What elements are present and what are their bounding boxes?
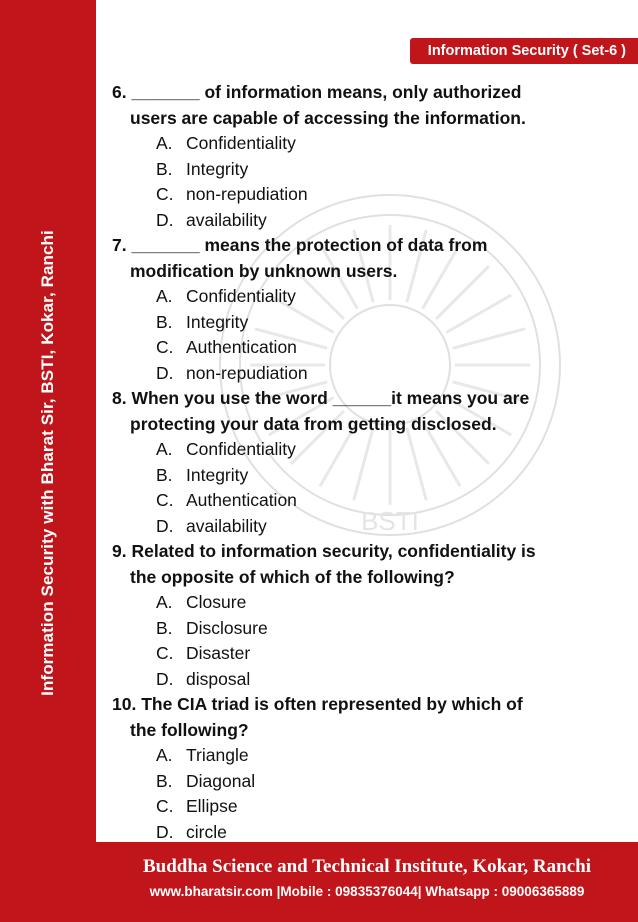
option-list [112, 437, 622, 539]
option-letter: A. [156, 286, 173, 306]
option-text: Ellipse [186, 796, 238, 816]
option-item [112, 794, 622, 820]
question-block [112, 80, 622, 233]
option-letter: B. [156, 311, 173, 332]
option-letter: D. [156, 362, 174, 383]
option-item [112, 284, 622, 310]
question-list [112, 80, 622, 845]
question-text [112, 386, 622, 437]
question-line: modification by unknown users. [130, 260, 398, 281]
option-letter: B. [156, 617, 173, 638]
option-item [112, 616, 622, 642]
option-item [112, 514, 622, 540]
option-text: Integrity [186, 158, 249, 179]
question-text [112, 539, 622, 590]
option-text: disposal [186, 668, 251, 689]
question-line: 10. The CIA triad is often represented by which of [112, 694, 523, 714]
institute-name: Buddha Science and Technical Institute, Kokar, Ranchi [142, 856, 591, 877]
option-letter: C. [156, 184, 174, 204]
option-text: Disaster [186, 643, 251, 663]
option-item [112, 769, 622, 795]
question-line: users are capable of accessing the information. [130, 107, 526, 128]
contact-line: www.bharatsir.com |Mobile : 09835376044| Whatsapp : 09006365889 [149, 884, 585, 899]
option-letter: B. [156, 158, 173, 179]
question-text [112, 80, 622, 131]
option-letter: B. [156, 770, 173, 791]
question-block [112, 386, 622, 539]
option-item [112, 590, 622, 616]
option-text: Authentication [186, 490, 297, 510]
option-text: Authentication [186, 337, 297, 357]
option-item [112, 182, 622, 208]
option-item [112, 641, 622, 667]
option-letter: D. [156, 821, 174, 842]
option-letter: A. [156, 592, 173, 612]
option-item [112, 667, 622, 693]
question-line: 8. When you use the word ______it means you are [112, 388, 530, 408]
option-text: availability [186, 209, 267, 230]
question-block [112, 539, 622, 692]
question-line: the following? [130, 719, 249, 740]
option-text: Confidentiality [186, 133, 296, 153]
option-item [112, 361, 622, 387]
footer-banner [96, 842, 638, 922]
watermark-text: BSTI [361, 506, 419, 536]
option-letter: C. [156, 490, 174, 510]
question-block [112, 692, 622, 845]
option-list [112, 590, 622, 692]
option-letter: C. [156, 643, 174, 663]
option-item [112, 335, 622, 361]
question-line: 6. _______ of information means, only authorized [112, 82, 522, 102]
option-letter: B. [156, 464, 173, 485]
option-letter: C. [156, 337, 174, 357]
option-list [112, 743, 622, 845]
option-letter: D. [156, 209, 174, 230]
option-text: non-repudiation [186, 362, 308, 383]
option-item [112, 743, 622, 769]
option-text: availability [186, 515, 267, 536]
option-text: circle [186, 821, 227, 842]
option-item [112, 310, 622, 336]
option-text: Diagonal [186, 770, 256, 791]
sidebar-banner [0, 0, 96, 922]
sidebar-title: Information Security with Bharat Sir, BSTI, Kokar, Ranchi [38, 230, 57, 696]
option-text: Confidentiality [186, 439, 296, 459]
option-text: Closure [186, 592, 247, 612]
option-item [112, 463, 622, 489]
option-text: Triangle [186, 745, 249, 765]
option-item [112, 437, 622, 463]
option-item [112, 208, 622, 234]
option-letter: A. [156, 439, 173, 459]
option-letter: C. [156, 796, 174, 816]
option-text: Integrity [186, 311, 249, 332]
option-letter: D. [156, 668, 174, 689]
set-badge: Information Security ( Set-6 ) [410, 38, 638, 64]
question-text [112, 233, 622, 284]
option-text: non-repudiation [186, 184, 308, 204]
question-line: 9. Related to information security, confidentiality is [112, 541, 536, 561]
question-block [112, 233, 622, 386]
question-text [112, 692, 622, 743]
option-text: Integrity [186, 464, 249, 485]
option-list [112, 284, 622, 386]
option-text: Disclosure [186, 617, 268, 638]
question-line: protecting your data from getting disclosed. [130, 413, 497, 434]
option-letter: A. [156, 133, 173, 153]
option-letter: D. [156, 515, 174, 536]
option-item [112, 131, 622, 157]
option-item [112, 157, 622, 183]
question-line: 7. _______ means the protection of data from [112, 235, 488, 255]
option-list [112, 131, 622, 233]
option-item [112, 488, 622, 514]
option-text: Confidentiality [186, 286, 296, 306]
option-letter: A. [156, 745, 173, 765]
question-line: the opposite of which of the following? [130, 566, 455, 587]
